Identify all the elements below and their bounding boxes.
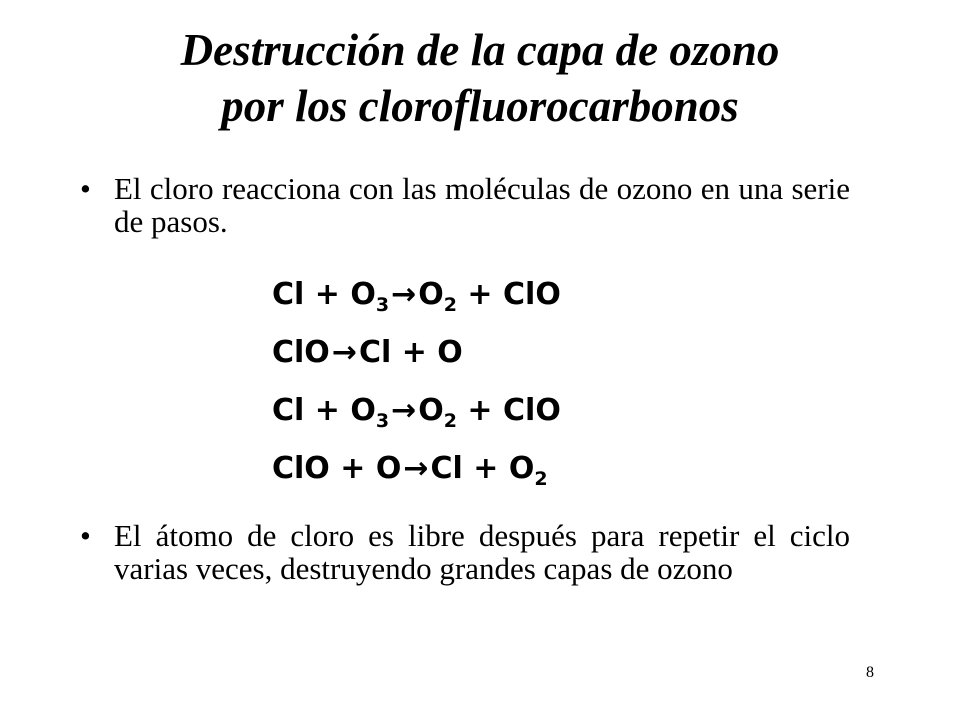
reaction-arrow-icon: → [403, 451, 429, 486]
formula-term: + [304, 277, 351, 312]
formula-term: + [329, 451, 376, 486]
subscript: 2 [443, 294, 457, 316]
formula-term: Cl [272, 393, 305, 428]
reaction-equation-2 [272, 333, 632, 391]
formula-term: O [437, 335, 463, 370]
formula-term: Cl [272, 277, 305, 312]
reaction-arrow-icon: → [391, 393, 417, 428]
bullet-marker: • [80, 171, 91, 206]
bullet-text-1: El cloro reacciona con las moléculas de ozono en una serie de pasos. [114, 171, 850, 239]
reaction-arrow-icon: → [391, 277, 417, 312]
page-number: 8 [866, 664, 874, 681]
bullet-marker: • [80, 518, 91, 553]
reaction-arrow-icon: → [331, 335, 357, 370]
formula-term: ClO [272, 451, 330, 486]
formula-term: + [391, 335, 438, 370]
formula-term: Cl [430, 451, 463, 486]
reaction-equation-1 [272, 275, 632, 333]
slide-title-line-1: Destrucción de la capa de ozono [180, 25, 780, 75]
formula-term: ClO [503, 393, 561, 428]
slide-title-line-2: por los clorofluorocarbonos [221, 81, 739, 131]
formula-term: O [418, 393, 444, 428]
bullet-text-2: El átomo de cloro es libre después para repetir el ciclo varias veces, destruyendo grandes capas de ozono [114, 518, 850, 586]
reaction-equation-4 [272, 449, 632, 507]
bullet-item-1 [80, 172, 850, 238]
reaction-equation-3 [272, 391, 632, 449]
formula-term: + [304, 393, 351, 428]
formula-term: + [456, 393, 504, 428]
subscript: 2 [443, 410, 457, 432]
formula-term: O [350, 277, 376, 312]
bullet-item-2 [80, 519, 850, 585]
formula-term: ClO [503, 277, 561, 312]
formula-term: + [456, 277, 504, 312]
slide-title [0, 22, 960, 134]
formula-term: ClO [272, 335, 330, 370]
formula-term: Cl [358, 335, 392, 370]
formula-term: + [462, 451, 509, 486]
subscript: 2 [534, 468, 548, 490]
formula-term: O [508, 451, 535, 486]
subscript: 3 [375, 410, 390, 432]
formula-term: O [350, 393, 376, 428]
subscript: 3 [375, 294, 390, 316]
formula-term: O [375, 451, 402, 486]
formula-term: O [418, 277, 444, 312]
reaction-equations [272, 275, 632, 507]
